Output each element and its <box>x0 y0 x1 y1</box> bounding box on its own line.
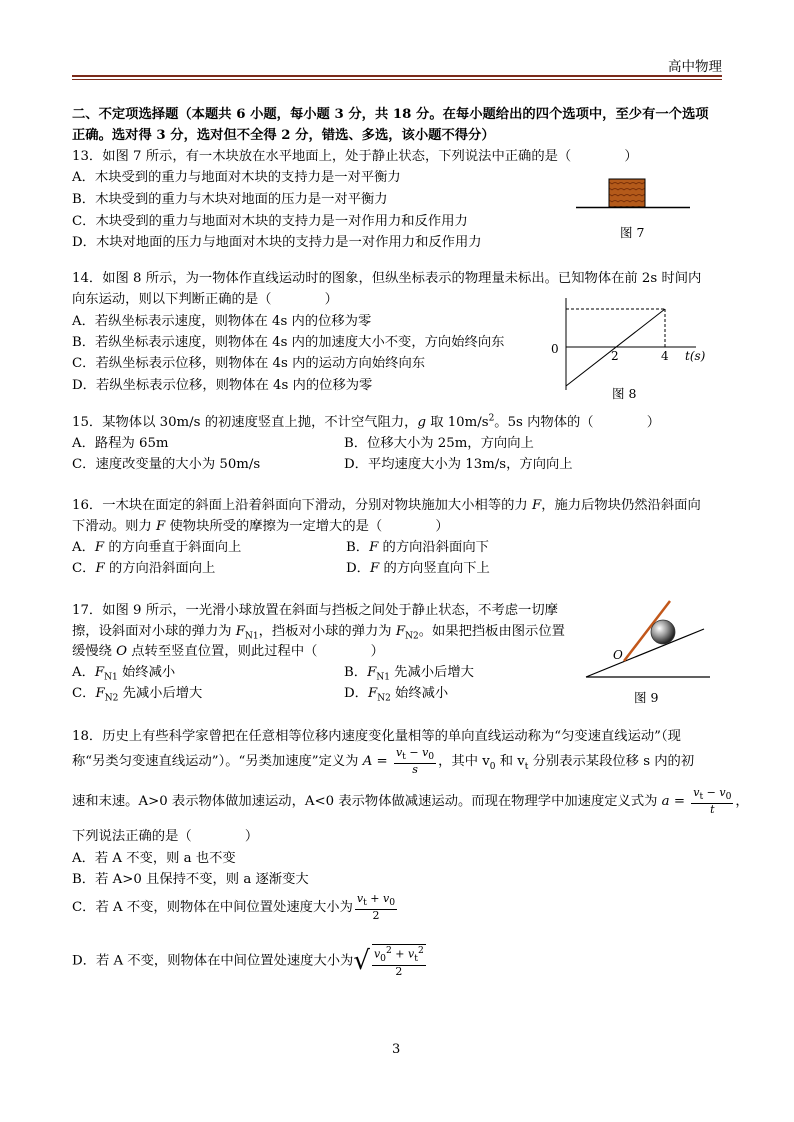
figure-8-caption: 图 8 <box>612 386 637 401</box>
q13-stem: 13．如图 7 所示，有一木块放在水平地面上，处于静止状态，下列说法中正确的是（ ） <box>72 149 638 164</box>
q18-line3: 速和末速。A>0 表示物体做加速运动，A<0 表示物体做减速运动。而现在物理学中加速度定义式为 a = $\frac{v_t - v_0}{t}$ ， <box>72 786 749 817</box>
section-heading-line1: 二、不定项选择题（本题共 6 小题，每小题 3 分，共 18 分。在每小题给出的四个选项中，至少有一个选项 <box>72 107 709 122</box>
q18-line2: 称“另类匀变速直线运动”）。“另类加速度”定义为 A = $\frac{v_t - v_0}{s}$ ，其中 $v_0$ 和 $v_t$ 分别表示某段位移 s 内的初 <box>72 746 695 777</box>
q18-option-a: A．若 A 不变，则 a 也不变 <box>72 851 236 866</box>
q13-option-c: C．木块受到的重力与地面对木块的支持力是一对作用力和反作用力 <box>72 214 468 229</box>
figure-8-origin-label: 0 <box>551 342 559 356</box>
figure-8-graph <box>556 296 706 396</box>
q16-option-a: A．F 的方向垂直于斜面向上 <box>72 540 242 555</box>
root-mean-square-fraction: $\frac{v_0^2 + v_t^2}{2}$ <box>373 945 424 978</box>
q14-option-d: D．若纵坐标表示位移，则物体在 4s 内的位移为零 <box>72 378 373 393</box>
q17-option-d: D．$F_{N2}$ 始终减小 <box>344 686 449 704</box>
another-acceleration-fraction: $\frac{v_t - v_0}{s}$ <box>395 746 435 777</box>
q14-stem-line1: 14．如图 8 所示，为一物体作直线运动时的图象，但纵坐标表示的物理量未标出。已知物体在前 2s 时间内 <box>72 271 702 286</box>
q17-option-c: C．$F_{N2}$ 先减小后增大 <box>72 686 203 704</box>
q18-option-d: D．若 A 不变，则物体在中间位置处速度大小为√ $\frac{v_0^2 + v_t^2}{2}$ <box>72 945 424 978</box>
acceleration-fraction: $\frac{v_t - v_0}{t}$ <box>693 786 732 817</box>
q17-option-a: A．$F_{N1}$ 始终减小 <box>72 665 176 683</box>
q17-stem-line2: 擦，设斜面对小球的弹力为 $F_{N1}$，挡板对小球的弹力为 $F_{N2}$。如果把挡板由图示位置 <box>72 624 565 642</box>
figure-8-axis-t: t(s) <box>685 349 706 363</box>
figure-9-caption: 图 9 <box>634 690 659 705</box>
average-velocity-fraction: $\frac{v_t + v_0}{2}$ <box>356 892 396 923</box>
q16-stem-line2: 下滑动。则力 F 使物块所受的摩擦为一定增大的是（ ） <box>72 519 449 534</box>
q18-option-c: C．若 A 不变，则物体在中间位置处速度大小为 $\frac{v_t + v_0}{2}$ <box>72 892 396 923</box>
q16-option-c: C．F 的方向沿斜面向上 <box>72 561 216 576</box>
figure-9-label-o: O <box>613 648 623 662</box>
q13-option-b: B．木块受到的重力与木块对地面的压力是一对平衡力 <box>72 192 388 207</box>
q17-stem-line3: 缓慢绕 O 点转至竖直位置，则此过程中（ ） <box>72 644 384 659</box>
q15-option-a: A．路程为 65m <box>72 436 169 451</box>
figure-9-incline <box>584 597 714 681</box>
header-subject: 高中物理 <box>668 59 722 75</box>
figure-8-tick-2: 2 <box>611 349 619 363</box>
section-heading-line2: 正确。选对得 3 分，选对但不全得 2 分，错选、多选，该小题不得分） <box>72 128 495 143</box>
q18-option-b: B．若 A>0 且保持不变，则 a 逐渐变大 <box>72 872 309 887</box>
q14-option-b: B．若纵坐标表示速度，则物体在 4s 内的加速度大小不变，方向始终向东 <box>72 335 505 350</box>
q16-option-d: D．F 的方向竖直向下上 <box>346 561 490 576</box>
q17-stem-line1: 17．如图 9 所示，一光滑小球放置在斜面与挡板之间处于静止状态，不考虑一切摩 <box>72 603 558 618</box>
figure-8-tick-4: 4 <box>661 349 669 363</box>
figure-7-caption: 图 7 <box>620 225 645 240</box>
q13-option-a: A．木块受到的重力与地面对木块的支持力是一对平衡力 <box>72 170 401 185</box>
q18-line1: 18．历史上有些科学家曾把在任意相等位移内速度变化量相等的单向直线运动称为“匀变速直线运动”（现 <box>72 729 681 744</box>
q13-option-d: D．木块对地面的压力与地面对木块的支持力是一对作用力和反作用力 <box>72 235 482 250</box>
q14-stem-line2: 向东运动，则以下判断正确的是（ ） <box>72 292 338 307</box>
q18-line4: 下列说法正确的是（ ） <box>72 829 259 844</box>
q15-stem: 15．某物体以 30m/s 的初速度竖直上抛，不计空气阻力，g 取 $10m/s^2$。5s 内物体的（ ） <box>72 413 661 430</box>
q16-option-b: B．F 的方向沿斜面向下 <box>346 540 489 555</box>
q15-option-c: C．速度改变量的大小为 50m/s <box>72 457 261 472</box>
q14-option-c: C．若纵坐标表示位移，则物体在 4s 内的运动方向始终向东 <box>72 356 426 371</box>
q15-option-d: D．平均速度大小为 13m/s，方向向上 <box>344 457 573 472</box>
q15-option-b: B．位移大小为 25m，方向向上 <box>344 436 534 451</box>
q17-option-b: B．$F_{N1}$ 先减小后增大 <box>344 665 474 683</box>
figure-7-block <box>576 175 696 215</box>
q16-stem-line1: 16．一木块在面定的斜面上沿着斜面向下滑动，分别对物块施加大小相等的力 F，施力后物块仍然沿斜面向 <box>72 498 701 513</box>
page-number: 3 <box>392 1042 401 1057</box>
header-rule-thin <box>72 79 722 80</box>
header-rule <box>72 75 722 77</box>
q14-option-a: A．若纵坐标表示速度，则物体在 4s 内的位移为零 <box>72 314 372 329</box>
